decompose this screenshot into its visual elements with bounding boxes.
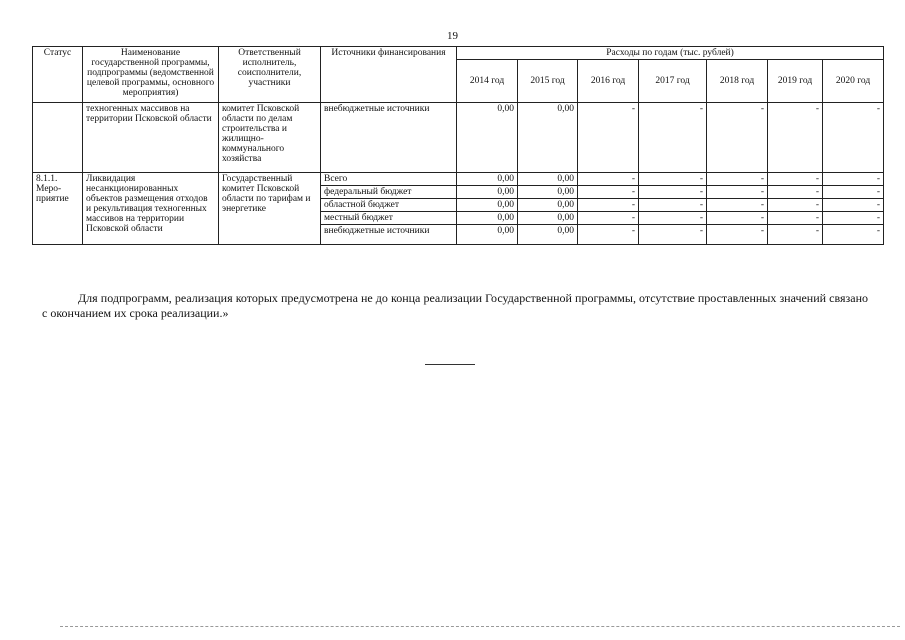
cell-value: - xyxy=(578,225,639,245)
cell-value: 0,00 xyxy=(518,199,578,212)
header-year: 2019 год xyxy=(768,60,823,103)
cell-status: 8.1.1. Меро-приятие xyxy=(33,173,83,245)
cell-value: - xyxy=(823,103,884,173)
header-year: 2018 год xyxy=(707,60,768,103)
cell-name: Ликвидация несанкционированных объектов размещения отходов и рекультивация техногенных массивов на территории Псковской области xyxy=(83,173,219,245)
cell-value: 0,00 xyxy=(457,186,518,199)
cell-value: 0,00 xyxy=(518,103,578,173)
cell-value: 0,00 xyxy=(457,212,518,225)
table-row-continued xyxy=(33,103,884,173)
cell-source: областной бюджет xyxy=(321,199,457,212)
cell-value: - xyxy=(707,212,768,225)
cell-source: федеральный бюджет xyxy=(321,186,457,199)
footnote-paragraph: Для подпрограмм, реализация которых предусмотрена не до конца реализации Государственной программы, отсутствие проставленных значений связано с окончанием их срока реализации.» xyxy=(42,291,868,320)
cell-value: - xyxy=(639,199,707,212)
cell-value: - xyxy=(707,199,768,212)
cell-value: - xyxy=(768,103,823,173)
cell-value: - xyxy=(823,212,884,225)
header-year: 2016 год xyxy=(578,60,639,103)
cell-value: 0,00 xyxy=(518,173,578,186)
table-row-event-total xyxy=(33,173,884,186)
cell-value: 0,00 xyxy=(457,173,518,186)
header-executor: Ответственный исполнитель, соисполнители, участники xyxy=(219,47,321,103)
cell-value: - xyxy=(578,173,639,186)
header-row-1 xyxy=(33,47,884,60)
header-year: 2014 год xyxy=(457,60,518,103)
cell-value: - xyxy=(768,212,823,225)
cell-executor: комитет Псковской области по делам строительства и жилищно-коммунального хозяйства xyxy=(219,103,321,173)
cell-value: - xyxy=(768,173,823,186)
cell-value: - xyxy=(823,186,884,199)
cell-value: 0,00 xyxy=(457,199,518,212)
header-sources: Источники финансирования xyxy=(321,47,457,103)
cell-value: - xyxy=(707,186,768,199)
cell-value: 0,00 xyxy=(457,225,518,245)
budget-table xyxy=(32,46,884,245)
cell-executor: Государственный комитет Псковской области по тарифам и энергетике xyxy=(219,173,321,245)
cell-value: - xyxy=(639,225,707,245)
cell-value: - xyxy=(707,173,768,186)
cell-value: 0,00 xyxy=(518,225,578,245)
header-status: Статус xyxy=(33,47,83,103)
header-year: 2015 год xyxy=(518,60,578,103)
cell-name: техногенных массивов на территории Псковской области xyxy=(83,103,219,173)
cell-value: - xyxy=(823,173,884,186)
cell-value: 0,00 xyxy=(518,212,578,225)
cell-value: - xyxy=(639,173,707,186)
header-year: 2017 год xyxy=(639,60,707,103)
cell-value: - xyxy=(639,212,707,225)
cell-value: 0,00 xyxy=(518,186,578,199)
header-expenses: Расходы по годам (тыс. рублей) xyxy=(457,47,884,60)
closing-rule xyxy=(425,364,475,365)
cell-source: внебюджетные источники xyxy=(321,225,457,245)
cell-value: - xyxy=(823,199,884,212)
cell-value: - xyxy=(707,103,768,173)
cell-status xyxy=(33,103,83,173)
cell-value: - xyxy=(707,225,768,245)
scan-edge-line xyxy=(60,626,900,627)
cell-value: - xyxy=(823,225,884,245)
cell-value: - xyxy=(578,212,639,225)
cell-source: Всего xyxy=(321,173,457,186)
cell-source: местный бюджет xyxy=(321,212,457,225)
cell-value: - xyxy=(768,186,823,199)
header-year: 2020 год xyxy=(823,60,884,103)
cell-value: - xyxy=(578,186,639,199)
cell-source: внебюджетные источники xyxy=(321,103,457,173)
cell-value: - xyxy=(768,225,823,245)
cell-value: - xyxy=(639,186,707,199)
cell-value: - xyxy=(639,103,707,173)
cell-value: - xyxy=(578,199,639,212)
cell-value: - xyxy=(768,199,823,212)
cell-value: 0,00 xyxy=(457,103,518,173)
header-name: Наименование государственной программы, подпрограммы (ведомственной целевой программы, основного мероприятия) xyxy=(83,47,219,103)
page-number: 19 xyxy=(447,30,458,42)
cell-value: - xyxy=(578,103,639,173)
